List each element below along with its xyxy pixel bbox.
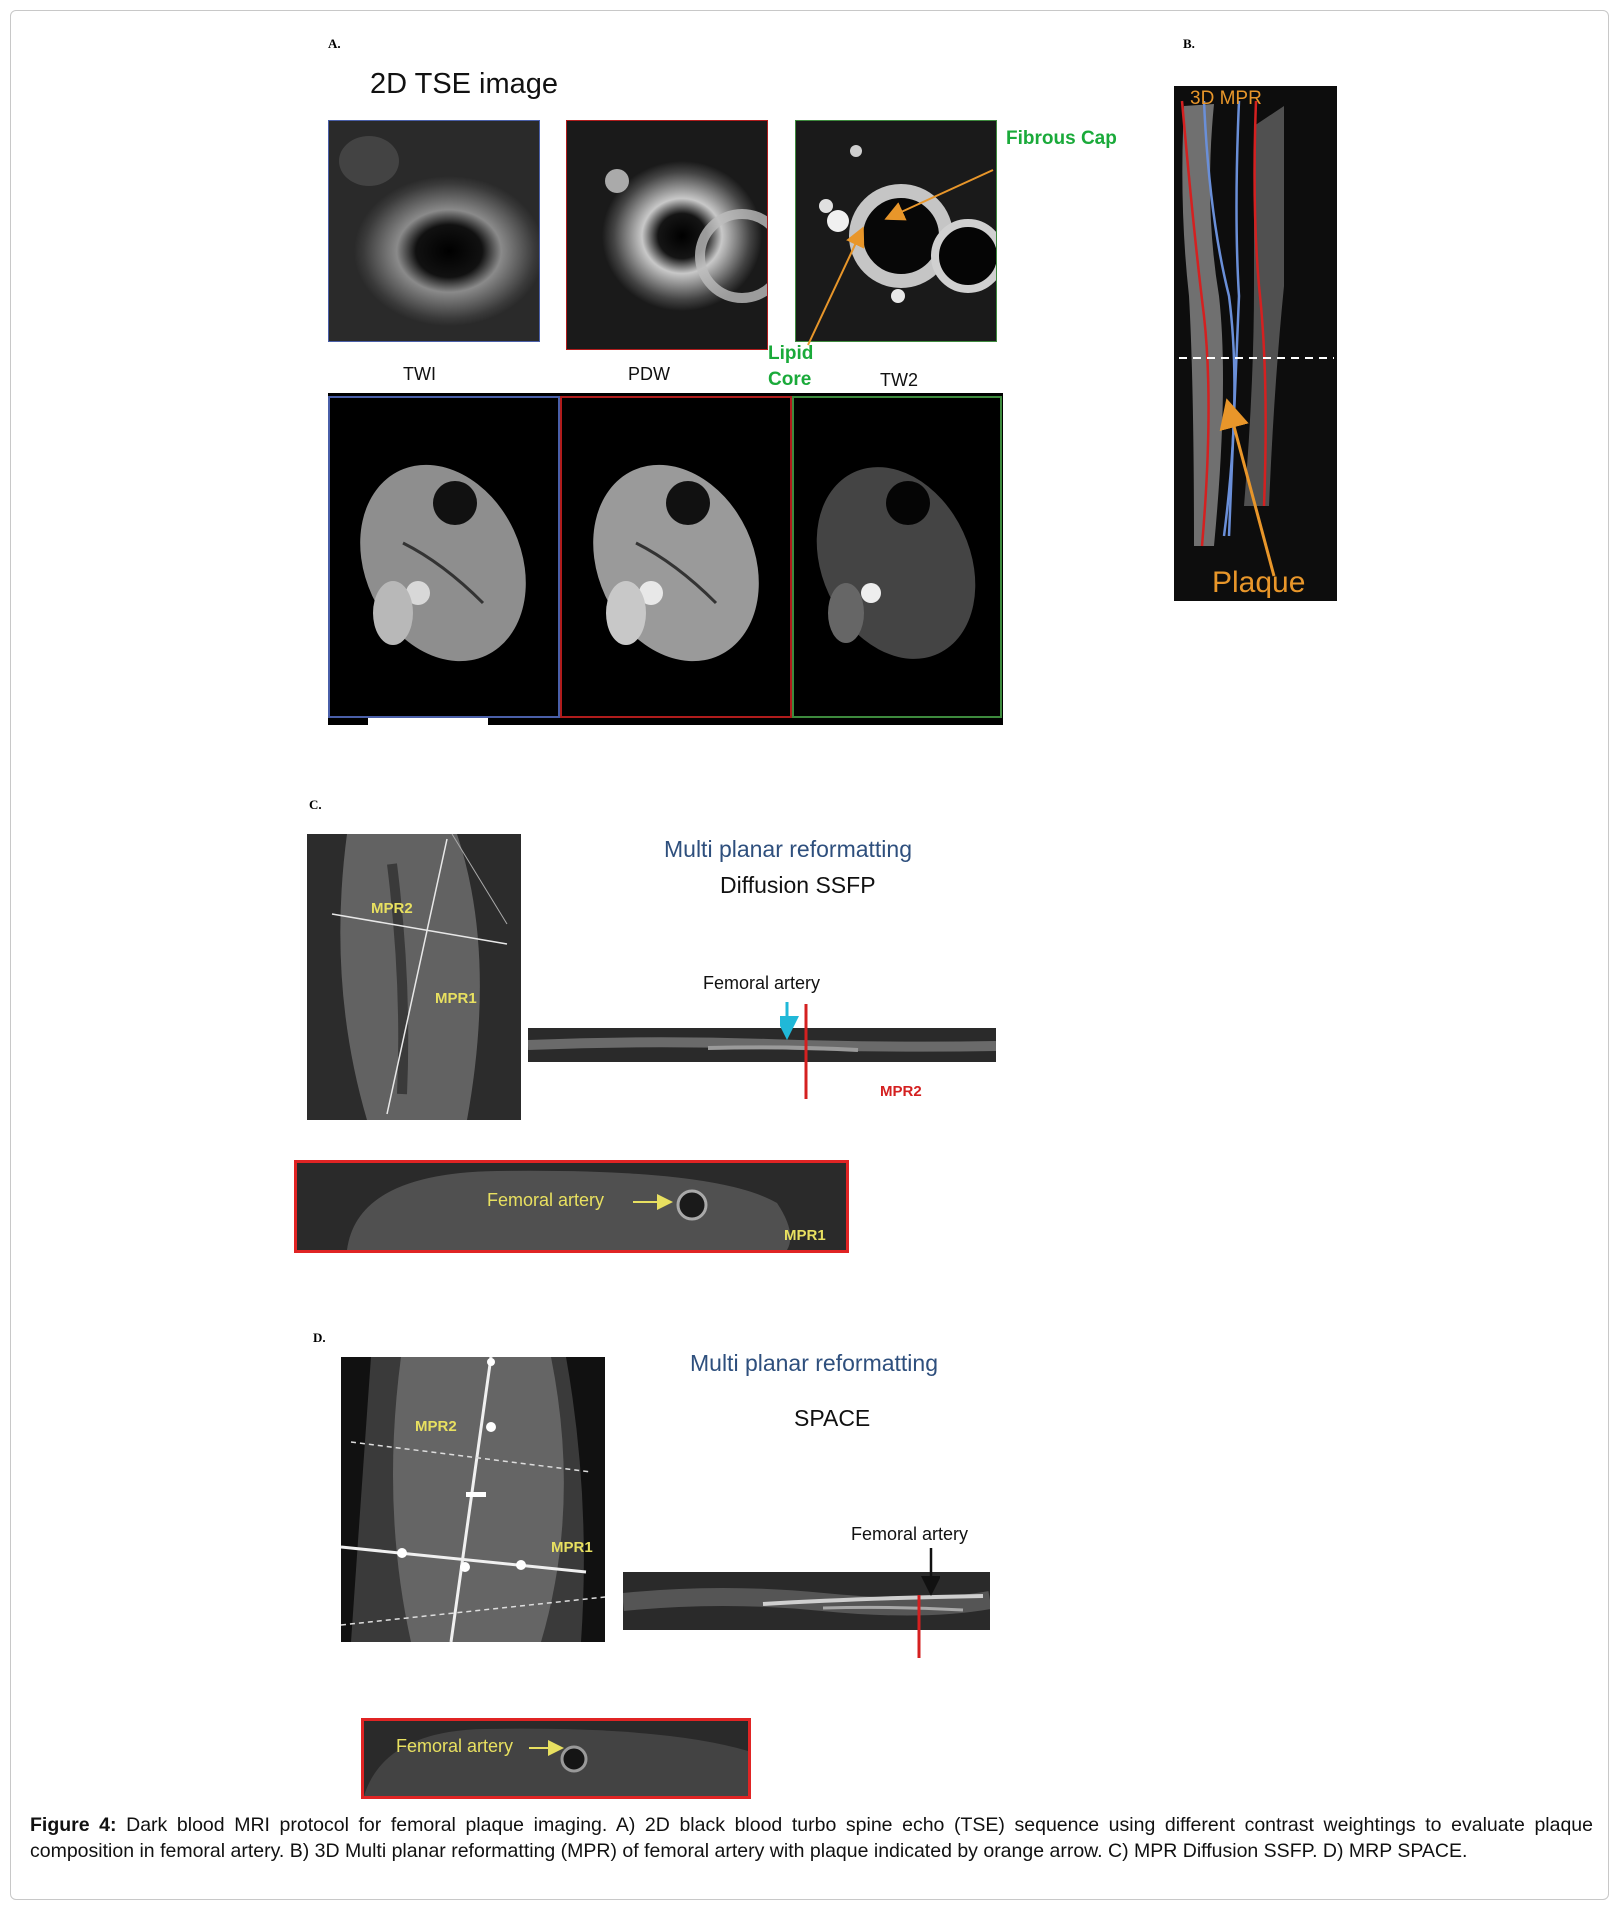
figure-caption (30, 1812, 1593, 1864)
space-markers (910, 1545, 940, 1660)
ssfp-axial-femoral-label: Femoral artery (487, 1190, 605, 1210)
space-axial-strip (361, 1718, 751, 1799)
ssfp-axial-mpr1-label: MPR1 (784, 1227, 826, 1244)
lipid-core-label-line2: Core (768, 369, 812, 390)
ssfp-coronal-image (307, 834, 521, 1120)
mpr-3d-image (1174, 86, 1337, 601)
caption-text: Dark blood MRI protocol for femoral plaque imaging. A) 2D black blood turbo spine echo (TSE) sequence using different contrast weightings to evaluate plaque composition in femoral artery. B) 3D Multi planar reformatting (MPR) of femoral artery with plaque indicated by orange arrow. C) MPR Diffusion SSFP. D) MRP SPACE. (30, 1814, 1594, 1862)
plaque-label: Plaque (1212, 566, 1306, 599)
ssfp-long-axis-image (528, 1028, 996, 1062)
ssfp-axial-strip (294, 1160, 849, 1253)
ssfp-mpr2-label: MPR2 (371, 900, 413, 917)
t1-zoom-image (328, 120, 540, 342)
space-mpr1-label: MPR1 (551, 1539, 593, 1556)
ssfp-markers (780, 996, 820, 1101)
space-subheading: SPACE (794, 1405, 871, 1431)
t2-label: TW2 (880, 370, 918, 390)
t1-label: TWI (403, 364, 436, 384)
pd-zoom-image (566, 120, 768, 350)
ssfp-subheading: Diffusion SSFP (720, 872, 876, 898)
mpr-3d-title: 3D MPR (1190, 88, 1262, 109)
pd-label: PDW (628, 364, 670, 384)
ssfp-mpr2-red-label: MPR2 (880, 1083, 922, 1100)
space-coronal-image (341, 1357, 605, 1642)
ssfp-mpr1-label: MPR1 (435, 990, 477, 1007)
space-mpr2-label: MPR2 (415, 1418, 457, 1435)
panel-label-a: A. (328, 36, 341, 51)
lipid-core-label-line1: Lipid (768, 343, 814, 364)
panel-label-d: D. (313, 1330, 326, 1345)
caption-label: Figure 4: (30, 1814, 117, 1836)
panel-label-c: C. (309, 797, 322, 812)
space-axial-femoral-label: Femoral artery (396, 1736, 514, 1756)
ssfp-heading: Multi planar reformatting (664, 836, 912, 862)
full-leg-strip (328, 393, 1003, 725)
panel-label-b: B. (1183, 36, 1195, 51)
fibrous-cap-label: Fibrous Cap (1006, 128, 1117, 149)
panel-a-title: 2D TSE image (370, 68, 559, 100)
space-heading: Multi planar reformatting (690, 1350, 938, 1376)
ssfp-femoral-artery-label: Femoral artery (703, 973, 821, 993)
space-femoral-artery-label: Femoral artery (851, 1524, 969, 1544)
